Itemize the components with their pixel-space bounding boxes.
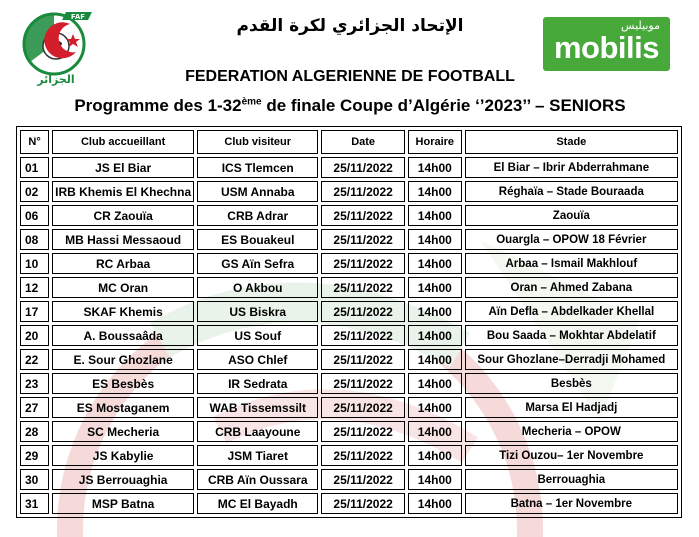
match-number: 22	[20, 349, 49, 370]
match-date: 25/11/2022	[321, 253, 405, 274]
match-time: 14h00	[408, 301, 462, 322]
match-number: 28	[20, 421, 49, 442]
match-time: 14h00	[408, 493, 462, 514]
home-club: JS El Biar	[52, 157, 194, 178]
home-club: SKAF Khemis	[52, 301, 194, 322]
home-club: E. Sour Ghozlane	[52, 349, 194, 370]
away-club: ICS Tlemcen	[197, 157, 318, 178]
away-club: US Souf	[197, 325, 318, 346]
match-number: 27	[20, 397, 49, 418]
match-number: 12	[20, 277, 49, 298]
table-row	[20, 205, 678, 226]
home-club: IRB Khemis El Khechna	[52, 181, 194, 202]
match-date: 25/11/2022	[321, 349, 405, 370]
home-club: JS Kabylie	[52, 445, 194, 466]
match-time: 14h00	[408, 157, 462, 178]
table-row	[20, 421, 678, 442]
arabic-federation-title: الإتحاد الجزائري لكرة القدم	[236, 16, 464, 36]
header-date: Date	[321, 130, 405, 154]
match-time: 14h00	[408, 253, 462, 274]
match-time: 14h00	[408, 421, 462, 442]
home-club: MSP Batna	[52, 493, 194, 514]
match-date: 25/11/2022	[321, 397, 405, 418]
match-time: 14h00	[408, 205, 462, 226]
table-row	[20, 469, 678, 490]
stadium: El Biar – Ibrir Abderrahmane	[465, 157, 678, 178]
match-date: 25/11/2022	[321, 301, 405, 322]
table-row	[20, 229, 678, 250]
match-time: 14h00	[408, 349, 462, 370]
programme-title	[20, 96, 680, 116]
away-club: US Biskra	[197, 301, 318, 322]
programme-title-prefix: Programme des 1-32	[74, 96, 242, 115]
away-club: USM Annaba	[197, 181, 318, 202]
away-club: CRB Laayoune	[197, 421, 318, 442]
mobilis-wordmark: mobilis	[553, 30, 659, 65]
header-number: N°	[20, 130, 49, 154]
programme-title-suffix: de finale Coupe d’Algérie ‘’2023’’ – SENIORS	[261, 96, 626, 115]
match-date: 25/11/2022	[321, 421, 405, 442]
table-row	[20, 445, 678, 466]
stadium: Aïn Defla – Abdelkader Khellal	[465, 301, 678, 322]
away-club: MC El Bayadh	[197, 493, 318, 514]
stadium: Oran – Ahmed Zabana	[465, 277, 678, 298]
away-club: O Akbou	[197, 277, 318, 298]
home-club: A. Boussaâda	[52, 325, 194, 346]
stadium: Tizi Ouzou– 1er Novembre	[465, 445, 678, 466]
home-club: JS Berrouaghia	[52, 469, 194, 490]
faf-top-text: FAF	[70, 13, 86, 21]
match-date: 25/11/2022	[321, 469, 405, 490]
match-time: 14h00	[408, 445, 462, 466]
programme-title-sup: ème	[241, 96, 262, 108]
stadium: Bou Saada – Mokhtar Abdelatif	[465, 325, 678, 346]
stadium: Arbaa – Ismail Makhlouf	[465, 253, 678, 274]
stadium: Ouargla – OPOW 18 Février	[465, 229, 678, 250]
home-club: SC Mecheria	[52, 421, 194, 442]
away-club: ASO Chlef	[197, 349, 318, 370]
match-time: 14h00	[408, 325, 462, 346]
home-club: ES Mostaganem	[52, 397, 194, 418]
federation-title: FEDERATION ALGERIENNE DE FOOTBALL	[185, 68, 515, 85]
header-away-club: Club visiteur	[197, 130, 318, 154]
match-time: 14h00	[408, 397, 462, 418]
match-date: 25/11/2022	[321, 325, 405, 346]
stadium: Sour Ghozlane–Derradji Mohamed	[465, 349, 678, 370]
stadium: Besbès	[465, 373, 678, 394]
away-club: GS Aïn Sefra	[197, 253, 318, 274]
home-club: RC Arbaa	[52, 253, 194, 274]
away-club: CRB Adrar	[197, 205, 318, 226]
stadium: Mecheria – OPOW	[465, 421, 678, 442]
match-number: 20	[20, 325, 49, 346]
table-row	[20, 349, 678, 370]
match-date: 25/11/2022	[321, 157, 405, 178]
table-row	[20, 325, 678, 346]
mobilis-arabic-text: موبيليس	[621, 19, 660, 32]
match-number: 31	[20, 493, 49, 514]
faf-logo-text: الجزائر	[37, 73, 75, 86]
match-date: 25/11/2022	[321, 229, 405, 250]
stadium: Berrouaghia	[465, 469, 678, 490]
home-club: CR Zaouïa	[52, 205, 194, 226]
match-number: 30	[20, 469, 49, 490]
stadium: Batna – 1er Novembre	[465, 493, 678, 514]
match-number: 10	[20, 253, 49, 274]
match-number: 23	[20, 373, 49, 394]
mobilis-logo	[543, 17, 670, 71]
table-row	[20, 493, 678, 514]
table-row	[20, 181, 678, 202]
fixtures-table	[16, 126, 682, 518]
match-number: 08	[20, 229, 49, 250]
table-row	[20, 253, 678, 274]
table-row	[20, 373, 678, 394]
match-date: 25/11/2022	[321, 493, 405, 514]
table-row	[20, 277, 678, 298]
header-stadium: Stade	[465, 130, 678, 154]
table-header-row	[20, 130, 678, 154]
home-club: MC Oran	[52, 277, 194, 298]
match-number: 01	[20, 157, 49, 178]
home-club: ES Besbès	[52, 373, 194, 394]
match-number: 29	[20, 445, 49, 466]
match-date: 25/11/2022	[321, 181, 405, 202]
table-row	[20, 157, 678, 178]
fixtures-body	[20, 157, 678, 514]
match-time: 14h00	[408, 373, 462, 394]
match-date: 25/11/2022	[321, 373, 405, 394]
away-club: JSM Tiaret	[197, 445, 318, 466]
match-date: 25/11/2022	[321, 205, 405, 226]
match-number: 02	[20, 181, 49, 202]
table-row	[20, 301, 678, 322]
away-club: ES Bouakeul	[197, 229, 318, 250]
match-number: 06	[20, 205, 49, 226]
away-club: CRB Aïn Oussara	[197, 469, 318, 490]
header-time: Horaire	[408, 130, 462, 154]
away-club: WAB Tissemssilt	[197, 397, 318, 418]
match-date: 25/11/2022	[321, 277, 405, 298]
match-time: 14h00	[408, 229, 462, 250]
header-home-club: Club accueillant	[52, 130, 194, 154]
stadium: Zaouïa	[465, 205, 678, 226]
match-time: 14h00	[408, 277, 462, 298]
match-date: 25/11/2022	[321, 445, 405, 466]
stadium: Marsa El Hadjadj	[465, 397, 678, 418]
table-row	[20, 397, 678, 418]
match-number: 17	[20, 301, 49, 322]
away-club: IR Sedrata	[197, 373, 318, 394]
match-time: 14h00	[408, 469, 462, 490]
home-club: MB Hassi Messaoud	[52, 229, 194, 250]
faf-logo	[18, 6, 96, 86]
stadium: Réghaïa – Stade Bouraada	[465, 181, 678, 202]
match-time: 14h00	[408, 181, 462, 202]
